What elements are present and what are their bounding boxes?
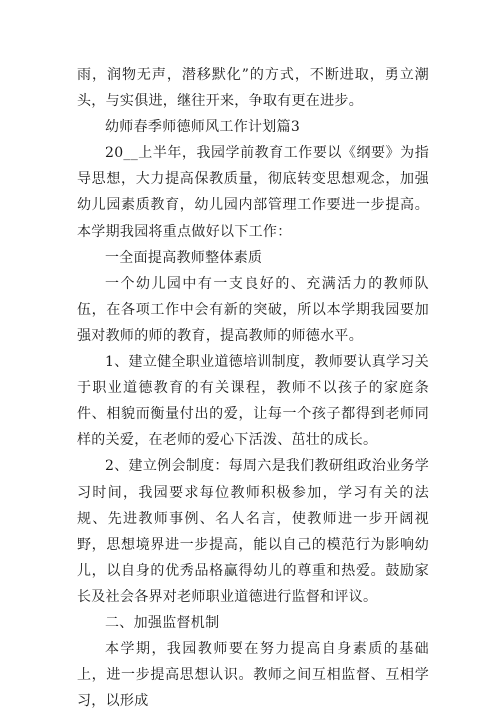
section-heading-2: 二、加强监督机制 bbox=[105, 614, 220, 631]
paragraph-item-2: 2、建立例会制度：每周六是我们教研组政治业务学习时间，我园要求每位教师积极参加，学习有关的法规、先进教师事例、名人名言，使教师进一步开阔视野，思想境界进一步提高，能以自己的模范行为影响幼儿，以自身的优秀品格赢得幼儿的尊重和热爱。鼓励家长及社会各界对老师职业道德进行监督和评议。 bbox=[77, 458, 429, 605]
paragraph-teacher-team: 一个幼儿园中有一支良好的、充满活力的教师队伍，在各项工作中会有新的突破，所以本学期我园要加强对教师的师的教育，提高教师的师德水平。 bbox=[77, 275, 429, 344]
intro-paragraph-tail: 雨，润物无声，潜移默化”的方式，不断进取，勇立潮头，与实俱进，继往开来，争取有更在进步。 bbox=[77, 67, 429, 110]
paragraph-item-1: 1、建立健全职业道德培训制度，教师要认真学习关于职业道德教育的有关课程，教师不以孩子的家庭条件、相貌而衡量付出的爱，让每一个孩子都得到老师同样的关爱，在老师的爱心下活泼、茁壮的成长。 bbox=[77, 354, 429, 449]
section-heading-1: 一全面提高教师整体素质 bbox=[105, 249, 263, 266]
paragraph-supervision: 本学期，我园教师要在努力提高自身素质的基础上，进一步提高思想认识。教师之间互相监督、互相学习，以形成 bbox=[77, 641, 429, 710]
document-title: 幼师春季师德师风工作计划篇3 bbox=[105, 119, 301, 136]
paragraph-overview: 20__上半年，我园学前教育工作要以《纲要》为指导思想，大力提高保教质量，彻底转变思想观念，加强幼儿园素质教育，幼儿园内部管理工作要进一步提高。本学期我园将重点做好以下工作： bbox=[77, 145, 429, 240]
document-body bbox=[77, 62, 429, 714]
